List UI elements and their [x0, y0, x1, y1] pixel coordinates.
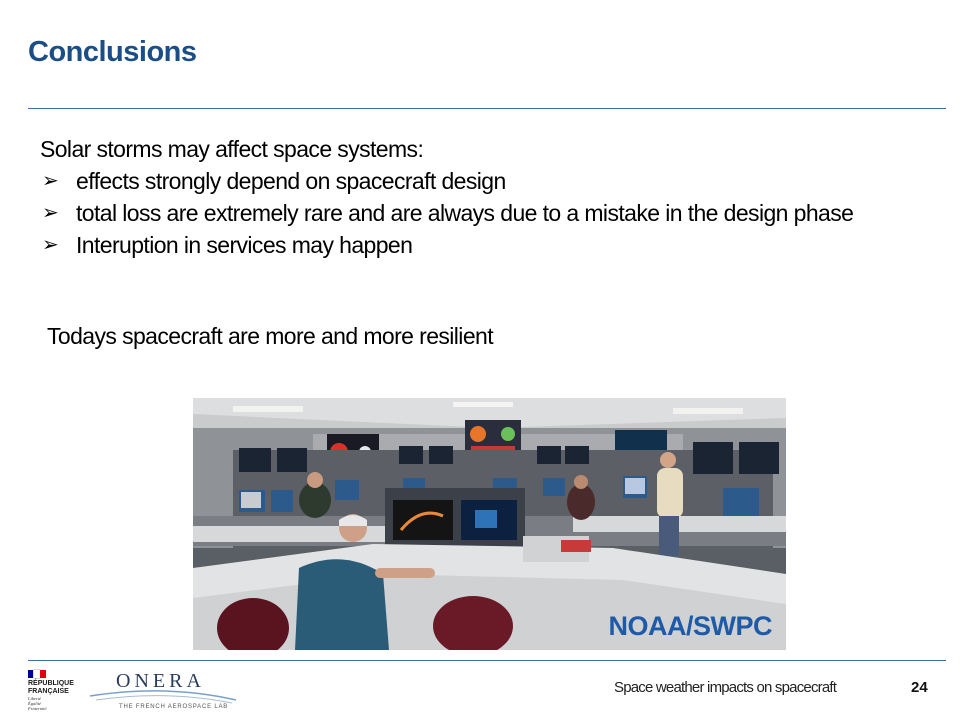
conclusion-statement: Todays spacecraft are more and more resilient: [47, 323, 493, 349]
onera-logo: [86, 670, 246, 716]
arrow-bullet-icon: ➢: [42, 202, 59, 224]
republique-line: RÉPUBLIQUE: [28, 680, 74, 687]
control-room-photo: [193, 398, 786, 650]
bullet-text: effects strongly depend on spacecraft design: [76, 168, 506, 194]
francaise-line: FRANÇAISE: [28, 688, 69, 695]
motto-egalite: Égalité: [28, 701, 41, 706]
republique-francaise-logo: [28, 670, 78, 714]
presentation-title: Space weather impacts on spacecraft: [614, 679, 837, 696]
bullet-text: Interuption in services may happen: [76, 232, 413, 258]
bullet-list: [40, 165, 920, 261]
onera-tagline: THE FRENCH AEROSPACE LAB: [119, 704, 229, 710]
slide-title: Conclusions: [28, 36, 197, 68]
lead-statement: Solar storms may affect space systems:: [40, 136, 424, 162]
arrow-bullet-icon: ➢: [42, 234, 59, 256]
header-divider: [28, 108, 946, 109]
page-number: 24: [911, 679, 928, 696]
bullet-item: [40, 229, 920, 261]
motto-liberte: Liberté: [28, 696, 41, 701]
onera-wordmark: ONERA: [116, 670, 205, 692]
bullet-item: [40, 197, 920, 229]
photo-credit-caption: NOAA/SWPC: [608, 611, 772, 641]
bullet-item: [40, 165, 920, 197]
slide-body: [40, 133, 920, 261]
french-flag-icon: [28, 670, 46, 678]
arrow-bullet-icon: ➢: [42, 170, 59, 192]
footer-divider: [28, 660, 946, 661]
bullet-text: total loss are extremely rare and are always due to a mistake in the design phase: [76, 200, 854, 226]
motto-fraternite: Fraternité: [28, 706, 47, 711]
